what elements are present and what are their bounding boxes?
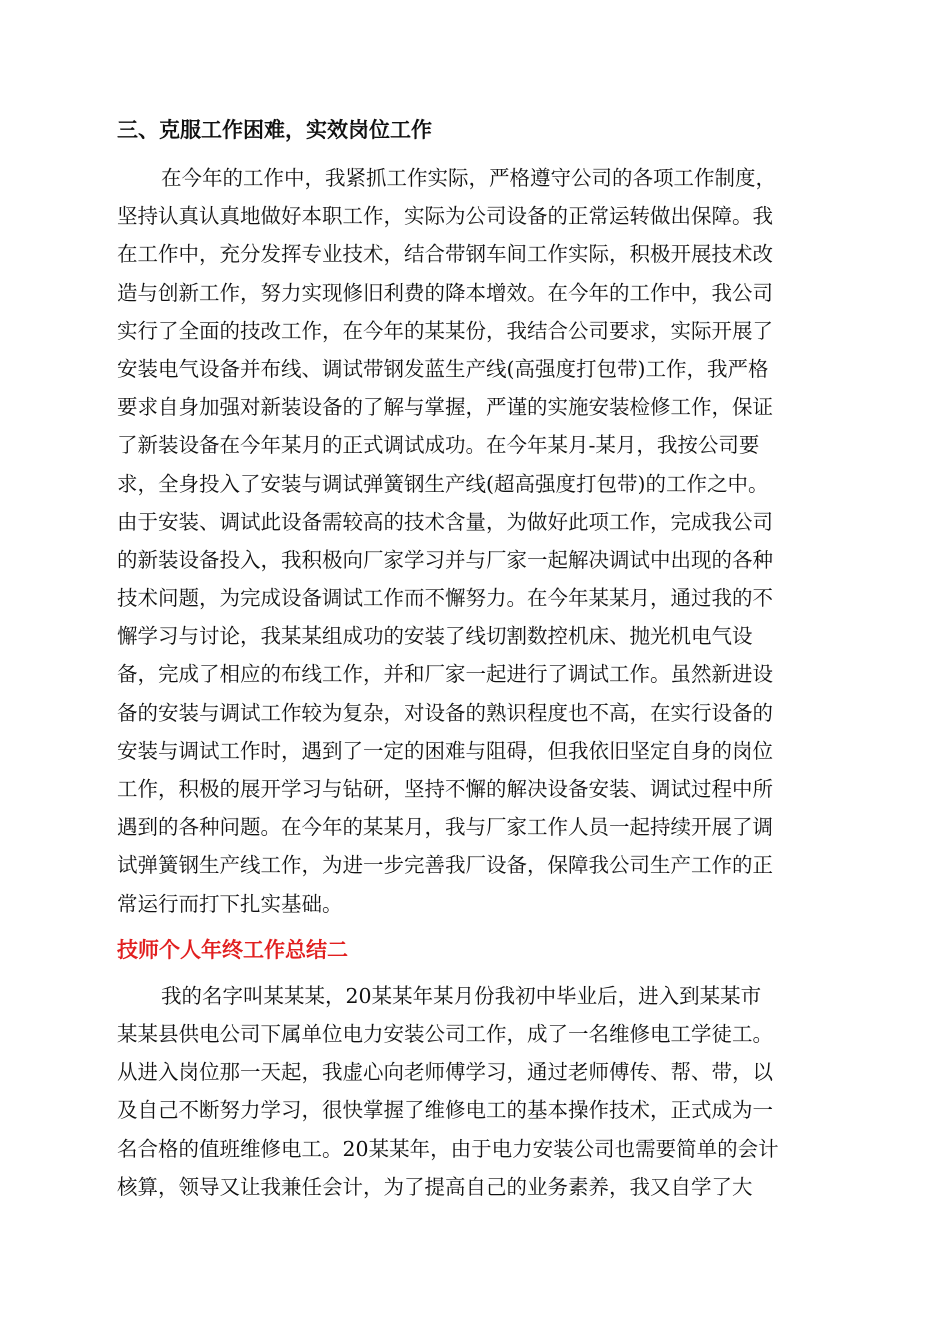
paragraph-line: 我的名字叫某某某，20某某年某月份我初中毕业后，进入到某某市 — [161, 983, 762, 1008]
paragraph-line: 备，完成了相应的布线工作，并和厂家一起进行了调试工作。虽然新进设 — [117, 662, 773, 687]
paragraph-line: 要求自身加强对新装设备的了解与掌握，严谨的实施安装检修工作，保证 — [117, 395, 773, 420]
paragraph-line: 核算，领导又让我兼任会计，为了提高自己的业务素养，我又自学了大 — [117, 1174, 753, 1199]
paragraph-line: 由于安装、调试此设备需较高的技术含量，为做好此项工作，完成我公司 — [117, 509, 773, 534]
paragraph-line: 安装与调试工作时，遇到了一定的困难与阻碍，但我依旧坚定自身的岗位 — [117, 738, 773, 763]
document-body — [117, 111, 833, 1206]
paragraph-line: 在工作中，充分发挥专业技术，结合带钢车间工作实际，积极开展技术改 — [117, 242, 773, 267]
paragraph-line: 安装电气设备并布线、调试带钢发蓝生产线(高强度打包带)工作，我严格 — [117, 356, 769, 381]
paragraph-1 — [117, 159, 833, 923]
paragraph-line: 坚持认真认真地做好本职工作，实际为公司设备的正常运转做出保障。我 — [117, 204, 773, 229]
paragraph-line: 从进入岗位那一天起，我虚心向老师傅学习，通过老师傅传、帮、带，以 — [117, 1060, 773, 1085]
document-title: 技师个人年终工作总结二 — [117, 937, 348, 962]
paragraph-line: 遇到的各种问题。在今年的某某月，我与厂家工作人员一起持续开展了调 — [117, 815, 773, 840]
paragraph-line: 及自己不断努力学习，很快掌握了维修电工的基本操作技术，正式成为一 — [117, 1098, 773, 1123]
paragraph-line: 造与创新工作，努力实现修旧利费的降本增效。在今年的工作中，我公司 — [117, 280, 773, 305]
paragraph-line: 在今年的工作中，我紧抓工作实际，严格遵守公司的各项工作制度， — [161, 166, 776, 190]
paragraph-line: 试弹簧钢生产线工作，为进一步完善我厂设备，保障我公司生产工作的正 — [117, 853, 773, 878]
paragraph-line: 某某县供电公司下属单位电力安装公司工作，成了一名维修电工学徒工。 — [117, 1021, 773, 1046]
paragraph-line: 技术问题，为完成设备调试工作而不懈努力。在今年某某月，通过我的不 — [117, 586, 773, 611]
paragraph-line: 的新装设备投入，我积极向厂家学习并与厂家一起解决调试中出现的各种 — [117, 547, 773, 572]
paragraph-line: 备的安装与调试工作较为复杂，对设备的熟识程度也不高，在实行设备的 — [117, 700, 773, 725]
paragraph-line: 求，全身投入了安装与调试弹簧钢生产线(超高强度打包带)的工作之中。 — [117, 471, 769, 496]
paragraph-line: 工作，积极的展开学习与钻研，坚持不懈的解决设备安装、调试过程中所 — [117, 777, 773, 801]
paragraph-line: 名合格的值班维修电工。20某某年，由于电力安装公司也需要简单的会计 — [117, 1136, 779, 1161]
paragraph-2 — [117, 977, 833, 1206]
paragraph-line: 了新装设备在今年某月的正式调试成功。在今年某月-某月，我按公司要 — [117, 433, 760, 458]
paragraph-line: 懈学习与讨论，我某某组成功的安装了线切割数控机床、抛光机电气设 — [117, 624, 753, 649]
paragraph-line: 常运行而打下扎实基础。 — [117, 891, 343, 916]
section-heading: 三、克服工作困难，实效岗位工作 — [117, 118, 432, 142]
paragraph-line: 实行了全面的技改工作，在今年的某某份，我结合公司要求，实际开展了 — [117, 318, 773, 343]
